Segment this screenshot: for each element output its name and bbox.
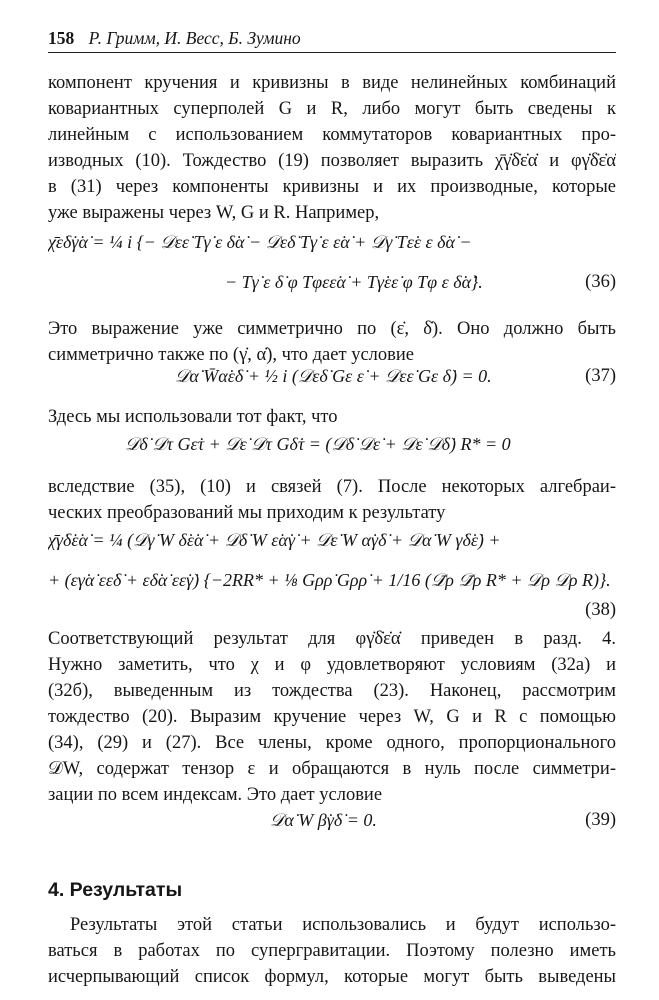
text-line: линейным с использованием коммутаторов ковариантных про- (48, 125, 616, 145)
header-rule (48, 52, 616, 53)
text-line: (34), (29) и (27). Все члены, кроме одного, пропорционального (48, 733, 616, 753)
equation-number-37: (37) (585, 366, 616, 386)
section-heading: 4. Результаты (48, 879, 183, 901)
page-number: 158 (48, 28, 75, 48)
text-line: Это выражение уже симметрично по (ε̇, δ̇). Оно должно быть (48, 319, 616, 339)
text-line: вследствие (35), (10) и связей (7). После некоторых алгебраи- (48, 477, 616, 497)
text-line: ваться в работах по супергравитации. Поэтому полезно иметь (48, 941, 616, 961)
text-line: 𝒟W, содержат тензор ε и обращаются в нуль после симметри- (48, 759, 616, 779)
equation-38-line-1: χ̄γ̇δ̇ε̇α̇ = ¼ (𝒟γ̇ W δ̇ε̇α̇ + 𝒟δ̇ W ε̇α̇γ̇ + 𝒟ε̇ W α̇γ̇δ̇ + 𝒟α̇ W γ̇δ̇ε̇) + (48, 530, 501, 550)
equation-38-line-2: + (εγ̇α̇ εε̇δ̇ + εδ̇α̇ εε̇γ̇) {−2RR* + ⅛ Gρρ̇ Gρρ̇ + 1/16 (𝒟̄ρ 𝒟̄ρ R* + 𝒟ρ 𝒟ρ R)}. (48, 570, 611, 590)
equation-37: 𝒟α̇ W̄α̇ε̇δ̇ + ½ i (𝒟εδ̇ Gε ε̇ + 𝒟εε̇ Gε δ̇) = 0. (175, 366, 492, 386)
running-header (48, 26, 618, 54)
equation-36-line-2: − Tγ̇ ε δ̇ φ Tφεε̇α̇ + Tγ̇εε̇ φ Tφ ε δ̇α̇}. (225, 272, 483, 292)
text-line: в (31) через компоненты кривизны и их производные, которые (48, 177, 616, 197)
text-line: ковариантных суперполей G и R, либо могут быть сведены к (48, 99, 616, 119)
equation-36-line-1: χ̄ε̇δ̇γ̇α̇ = ¼ i {− 𝒟εε̇ Tγ̇ ε δ̇α̇ − 𝒟εδ̇ Tγ̇ ε ε̇α̇ + 𝒟γ̇ Tε̇ε ε δ̇α̇ − (48, 232, 472, 252)
equation-number-36: (36) (585, 272, 616, 292)
text-line: Здесь мы использовали тот факт, что (48, 407, 338, 427)
text-line: ческих преобразований мы приходим к результату (48, 503, 446, 523)
text-line: компонент кручения и кривизны в виде нелинейных комбинаций (48, 73, 616, 93)
equation-number-39: (39) (585, 810, 616, 830)
equation-39: 𝒟α̇ W β̇γ̇δ̇ = 0. (270, 810, 377, 830)
text-line: зации по всем индексам. Это дает условие (48, 785, 383, 805)
text-line: Нужно заметить, что χ и φ удовлетворяют условиям (32а) и (48, 655, 616, 675)
text-line: тождество (20). Выразим кручение через W, G и R с помощью (48, 707, 616, 727)
running-authors: Р. Гримм, И. Весс, Б. Зумино (88, 28, 301, 48)
equation-fact: 𝒟δ̇ 𝒟τ Gε̇τ + 𝒟ε̇ 𝒟τ Gδ̇τ = (𝒟δ̇ 𝒟ε̇ + 𝒟ε̇ 𝒟δ̇) R* = 0 (125, 434, 511, 454)
equation-number-38: (38) (585, 600, 616, 620)
text-line: уже выражены через W, G и R. Например, (48, 203, 380, 223)
text-line: исчерпывающий список формул, которые могут быть выведены (48, 967, 616, 987)
text-line: Соответствующий результат для φγ̇δ̇ε̇α̇ приведен в разд. 4. (48, 629, 616, 649)
text-line: (32б), выведенным из тождества (23). Наконец, рассмотрим (48, 681, 616, 701)
text-line: изводных (10). Тождество (19) позволяет выразить χ̄γ̇δ̇ε̇α̇ и φγ̇δ̇ε̇α̇ (48, 151, 616, 171)
text-line: симметрично также по (γ̇, α̇), что дает условие (48, 345, 414, 365)
text-line: Результаты этой статьи использовались и будут использо- (70, 915, 616, 935)
